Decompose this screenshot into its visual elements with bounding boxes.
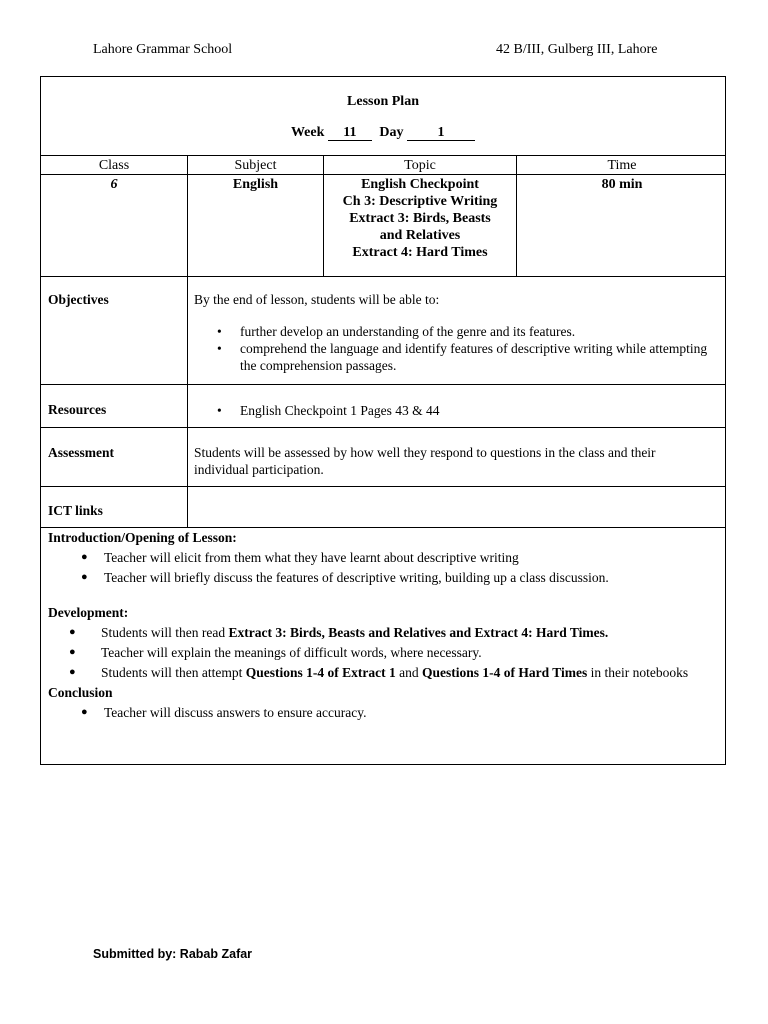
development-heading: Development:	[48, 605, 129, 620]
development-bold-text: Extract 3: Birds, Beasts and Relatives and Extract 4: Hard Times.	[228, 625, 609, 640]
lesson-plan-table	[40, 76, 726, 765]
divider	[41, 427, 725, 428]
column-divider	[187, 155, 188, 528]
resources-content	[194, 402, 714, 419]
list-item	[194, 323, 714, 340]
introduction-list	[48, 549, 718, 586]
class-value: 6	[110, 177, 118, 192]
objectives-list	[194, 323, 714, 374]
divider	[41, 527, 725, 528]
development-bold-text: Questions 1-4 of Extract 1	[245, 665, 396, 680]
list-item	[194, 340, 714, 374]
header-topic: Topic	[404, 158, 436, 173]
school-name: Lahore Grammar School	[93, 42, 233, 57]
week-day-line	[41, 124, 725, 141]
list-item	[48, 569, 718, 586]
resources-label: Resources	[48, 402, 107, 417]
conclusion-list	[48, 704, 718, 721]
introduction-text: Teacher will elicit from them what they have learnt about descriptive writing	[104, 550, 519, 565]
plan-title: Lesson Plan	[347, 94, 419, 109]
list-item	[194, 402, 714, 419]
development-text: Teacher will explain the meanings of difficult words, where necessary.	[101, 645, 482, 660]
objective-text: further develop an understanding of the genre and its features.	[240, 324, 576, 339]
list-item	[48, 704, 718, 721]
introduction-text: Teacher will briefly discuss the features of descriptive writing, building up a class discussion.	[104, 570, 609, 585]
development-text: Students will then attempt	[101, 665, 246, 680]
week-value: 11	[328, 126, 372, 141]
divider	[41, 276, 725, 277]
header-subject: Subject	[234, 158, 277, 173]
divider	[41, 174, 725, 175]
bullet-icon: ●	[69, 646, 76, 658]
objectives-label: Objectives	[48, 292, 109, 307]
time-value: 80 min	[601, 177, 643, 192]
bullet-icon: ●	[81, 571, 88, 583]
list-item	[48, 664, 718, 681]
objective-text: comprehend the language and identify features of descriptive writing while attempting the comprehension passages.	[240, 341, 708, 373]
assessment-text: Students will be assessed by how well they respond to questions in the class and their individual participation.	[194, 445, 656, 477]
resource-text: English Checkpoint 1 Pages 43 & 44	[240, 403, 440, 418]
topic-line: English Checkpoint	[361, 177, 479, 192]
objectives-intro: By the end of lesson, students will be able to:	[194, 292, 440, 307]
bullet-icon: ●	[81, 706, 88, 718]
day-label: Day	[379, 125, 404, 140]
list-item	[48, 624, 718, 641]
development-text: Students will then read	[101, 625, 229, 640]
bullet-icon: ●	[69, 666, 76, 678]
introduction-heading: Introduction/Opening of Lesson:	[48, 530, 237, 545]
divider	[41, 155, 725, 156]
header-class: Class	[98, 158, 130, 173]
assessment-label: Assessment	[48, 445, 114, 460]
week-label: Week	[290, 125, 325, 140]
submitted-by: Submitted by: Rabab Zafar	[93, 947, 253, 961]
development-text: and	[395, 665, 422, 680]
conclusion-text: Teacher will discuss answers to ensure accuracy.	[104, 705, 367, 720]
list-item	[48, 644, 718, 661]
list-item	[48, 549, 718, 566]
lesson-flow	[48, 529, 718, 724]
subject-value: English	[232, 177, 279, 192]
bullet-icon: •	[217, 403, 222, 418]
header-time: Time	[607, 158, 637, 173]
divider	[41, 384, 725, 385]
resources-list	[194, 402, 714, 419]
topic-line: and Relatives	[379, 228, 461, 243]
day-value: 1	[407, 126, 475, 141]
bullet-icon: •	[217, 324, 222, 339]
objectives-content	[194, 291, 714, 374]
topic-line: Ch 3: Descriptive Writing	[342, 194, 498, 209]
bullet-icon: ●	[69, 626, 76, 638]
conclusion-heading: Conclusion	[48, 685, 113, 700]
ict-label: ICT links	[48, 503, 103, 518]
topic-line: Extract 3: Birds, Beasts	[349, 211, 491, 226]
development-text: in their notebooks	[587, 665, 689, 680]
topic-value	[324, 176, 516, 261]
development-list	[48, 624, 718, 681]
school-address: 42 B/III, Gulberg III, Lahore	[496, 42, 658, 57]
topic-line: Extract 4: Hard Times	[352, 245, 488, 260]
development-bold-text: Questions 1-4 of Hard Times	[421, 665, 588, 680]
bullet-icon: •	[217, 341, 222, 356]
divider	[41, 486, 725, 487]
bullet-icon: ●	[81, 551, 88, 563]
